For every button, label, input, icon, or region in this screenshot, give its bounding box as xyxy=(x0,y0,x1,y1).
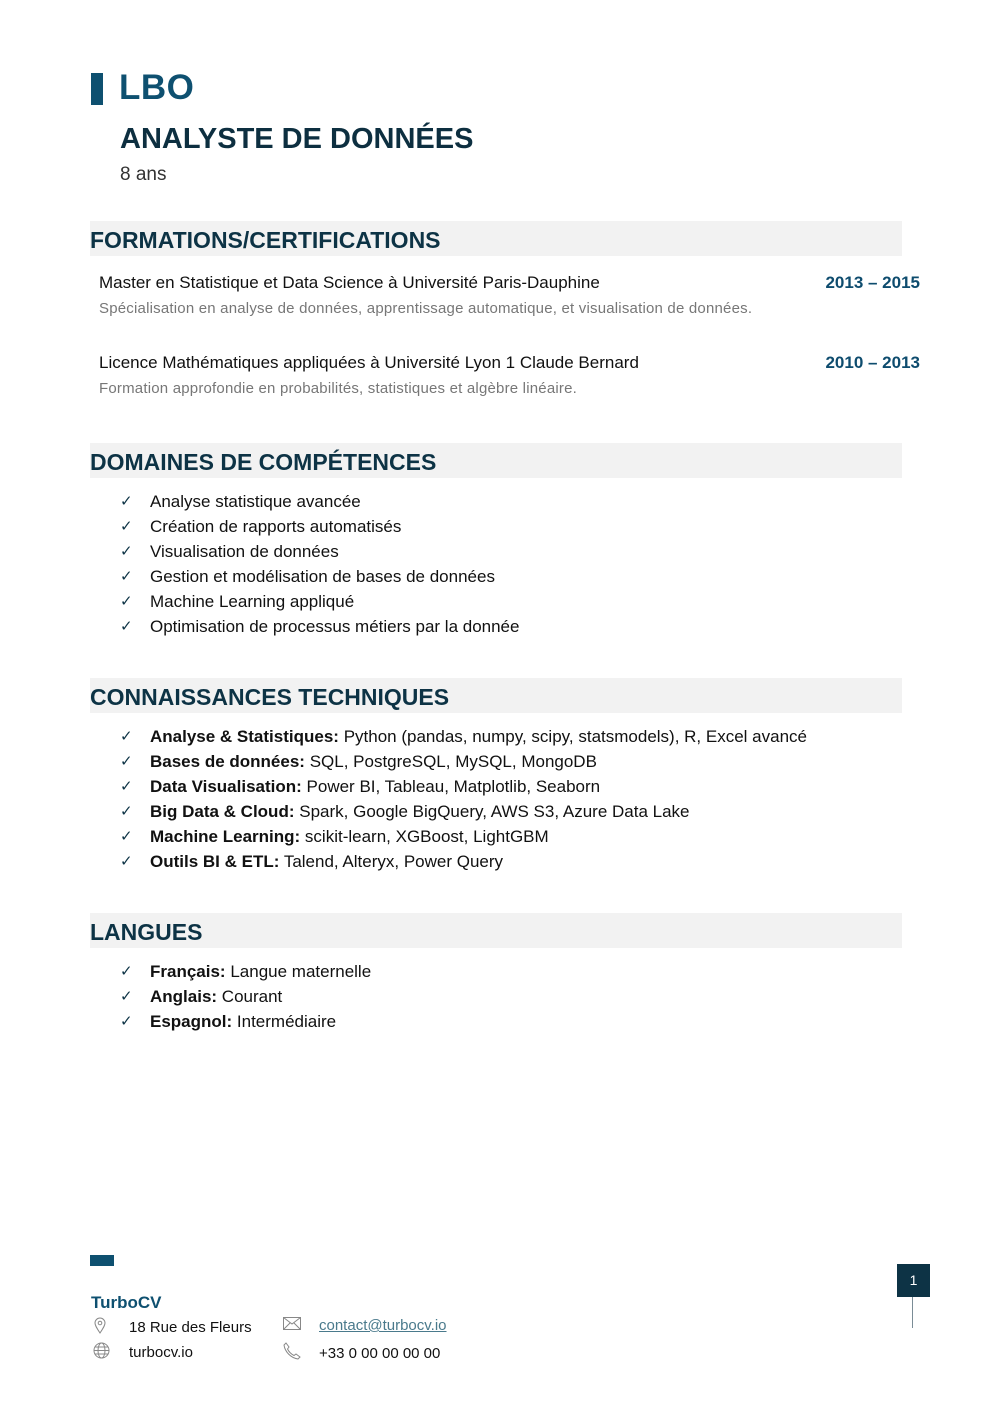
section-header-languages xyxy=(90,913,902,948)
check-icon: ✓ xyxy=(120,853,133,870)
degree: Master en Statistique et Data Science à Université Paris-Dauphine xyxy=(99,273,600,292)
description: Spécialisation en analyse de données, apprentissage automatique, et visualisation de données. xyxy=(99,300,753,317)
check-icon: ✓ xyxy=(120,803,133,820)
check-icon: ✓ xyxy=(120,543,133,560)
section-title: CONNAISSANCES TECHNIQUES xyxy=(90,684,450,710)
list-item xyxy=(120,539,519,564)
list-item xyxy=(120,724,807,749)
list-item xyxy=(120,774,807,799)
experience-years: 8 ans xyxy=(120,164,167,185)
item-label: Français: xyxy=(150,962,226,981)
phone-icon xyxy=(283,1342,319,1364)
item-value: Courant xyxy=(221,987,283,1006)
check-icon: ✓ xyxy=(120,728,133,745)
education-item xyxy=(99,353,920,400)
list-item xyxy=(120,824,807,849)
list-item xyxy=(120,614,519,639)
languages-list xyxy=(120,959,371,1034)
item-label: Analyse & Statistiques: xyxy=(150,727,339,746)
section-title: LANGUES xyxy=(90,919,203,945)
map-pin-icon xyxy=(93,1317,129,1338)
item-value: Langue maternelle xyxy=(230,962,372,981)
phone-text: +33 0 00 00 00 00 xyxy=(319,1344,441,1362)
section-title: DOMAINES DE COMPÉTENCES xyxy=(90,449,437,475)
email-link[interactable]: contact@turbocv.io xyxy=(319,1317,447,1334)
list-item xyxy=(120,589,519,614)
check-icon: ✓ xyxy=(120,618,133,635)
footer-email xyxy=(283,1317,447,1334)
footer-brand: TurboCV xyxy=(91,1293,162,1312)
page-marker-line xyxy=(912,1297,913,1328)
item-value: SQL, PostgreSQL, MySQL, MongoDB xyxy=(309,752,597,771)
section-header-education xyxy=(90,221,902,256)
list-item xyxy=(120,799,807,824)
list-item xyxy=(120,489,519,514)
item-text: Gestion et modélisation de bases de données xyxy=(150,567,495,586)
job-title: ANALYSTE DE DONNÉES xyxy=(120,123,474,155)
item-value: Intermédiaire xyxy=(236,1012,337,1031)
check-icon: ✓ xyxy=(120,828,133,845)
check-icon: ✓ xyxy=(120,518,133,535)
list-item xyxy=(120,564,519,589)
check-icon: ✓ xyxy=(120,778,133,795)
dates: 2010 – 2013 xyxy=(825,353,920,372)
check-icon: ✓ xyxy=(120,593,133,610)
item-value: Python (pandas, numpy, scipy, statsmodels), R, Excel avancé xyxy=(343,727,807,746)
accent-bar xyxy=(91,73,103,105)
footer-address xyxy=(93,1317,252,1338)
item-label: Bases de données: xyxy=(150,752,305,771)
skills-list xyxy=(120,489,519,639)
check-icon: ✓ xyxy=(120,568,133,585)
check-icon: ✓ xyxy=(120,493,133,510)
list-item xyxy=(120,1009,371,1034)
item-label: Machine Learning: xyxy=(150,827,301,846)
check-icon: ✓ xyxy=(120,753,133,770)
list-item xyxy=(120,514,519,539)
description: Formation approfondie en probabilités, statistiques et algèbre linéaire. xyxy=(99,380,578,397)
item-value: scikit-learn, XGBoost, LightGBM xyxy=(304,827,549,846)
item-value: Power BI, Tableau, Matplotlib, Seaborn xyxy=(306,777,601,796)
item-label: Data Visualisation: xyxy=(150,777,302,796)
section-header-skills xyxy=(90,443,902,478)
list-item xyxy=(120,749,807,774)
item-text: Visualisation de données xyxy=(150,542,339,561)
item-text: Machine Learning appliqué xyxy=(150,592,355,611)
page-number: 1 xyxy=(897,1264,930,1297)
item-label: Outils BI & ETL: xyxy=(150,852,280,871)
check-icon: ✓ xyxy=(120,963,133,980)
dates: 2013 – 2015 xyxy=(825,273,920,292)
item-label: Anglais: xyxy=(150,987,218,1006)
footer-accent-bar xyxy=(90,1255,114,1266)
check-icon: ✓ xyxy=(120,988,133,1005)
footer-website xyxy=(93,1342,193,1363)
check-icon: ✓ xyxy=(120,1013,133,1030)
item-text: Création de rapports automatisés xyxy=(150,517,402,536)
item-text: Optimisation de processus métiers par la donnée xyxy=(150,617,520,636)
address-text: 18 Rue des Fleurs xyxy=(129,1319,252,1336)
section-header-tech xyxy=(90,678,902,713)
degree: Licence Mathématiques appliquées à Université Lyon 1 Claude Bernard xyxy=(99,353,639,372)
item-value: Spark, Google BigQuery, AWS S3, Azure Data Lake xyxy=(299,802,690,821)
candidate-name: LBO xyxy=(119,68,195,107)
item-label: Espagnol: xyxy=(150,1012,233,1031)
list-item xyxy=(120,959,371,984)
tech-list xyxy=(120,724,807,874)
item-text: Analyse statistique avancée xyxy=(150,492,361,511)
envelope-icon xyxy=(283,1317,319,1334)
globe-icon xyxy=(93,1342,129,1363)
section-title: FORMATIONS/CERTIFICATIONS xyxy=(90,227,441,253)
list-item xyxy=(120,984,371,1009)
list-item xyxy=(120,849,807,874)
footer-phone xyxy=(283,1342,440,1364)
website-text: turbocv.io xyxy=(129,1344,193,1361)
item-value: Talend, Alteryx, Power Query xyxy=(283,852,504,871)
item-label: Big Data & Cloud: xyxy=(150,802,295,821)
education-item xyxy=(99,273,920,320)
